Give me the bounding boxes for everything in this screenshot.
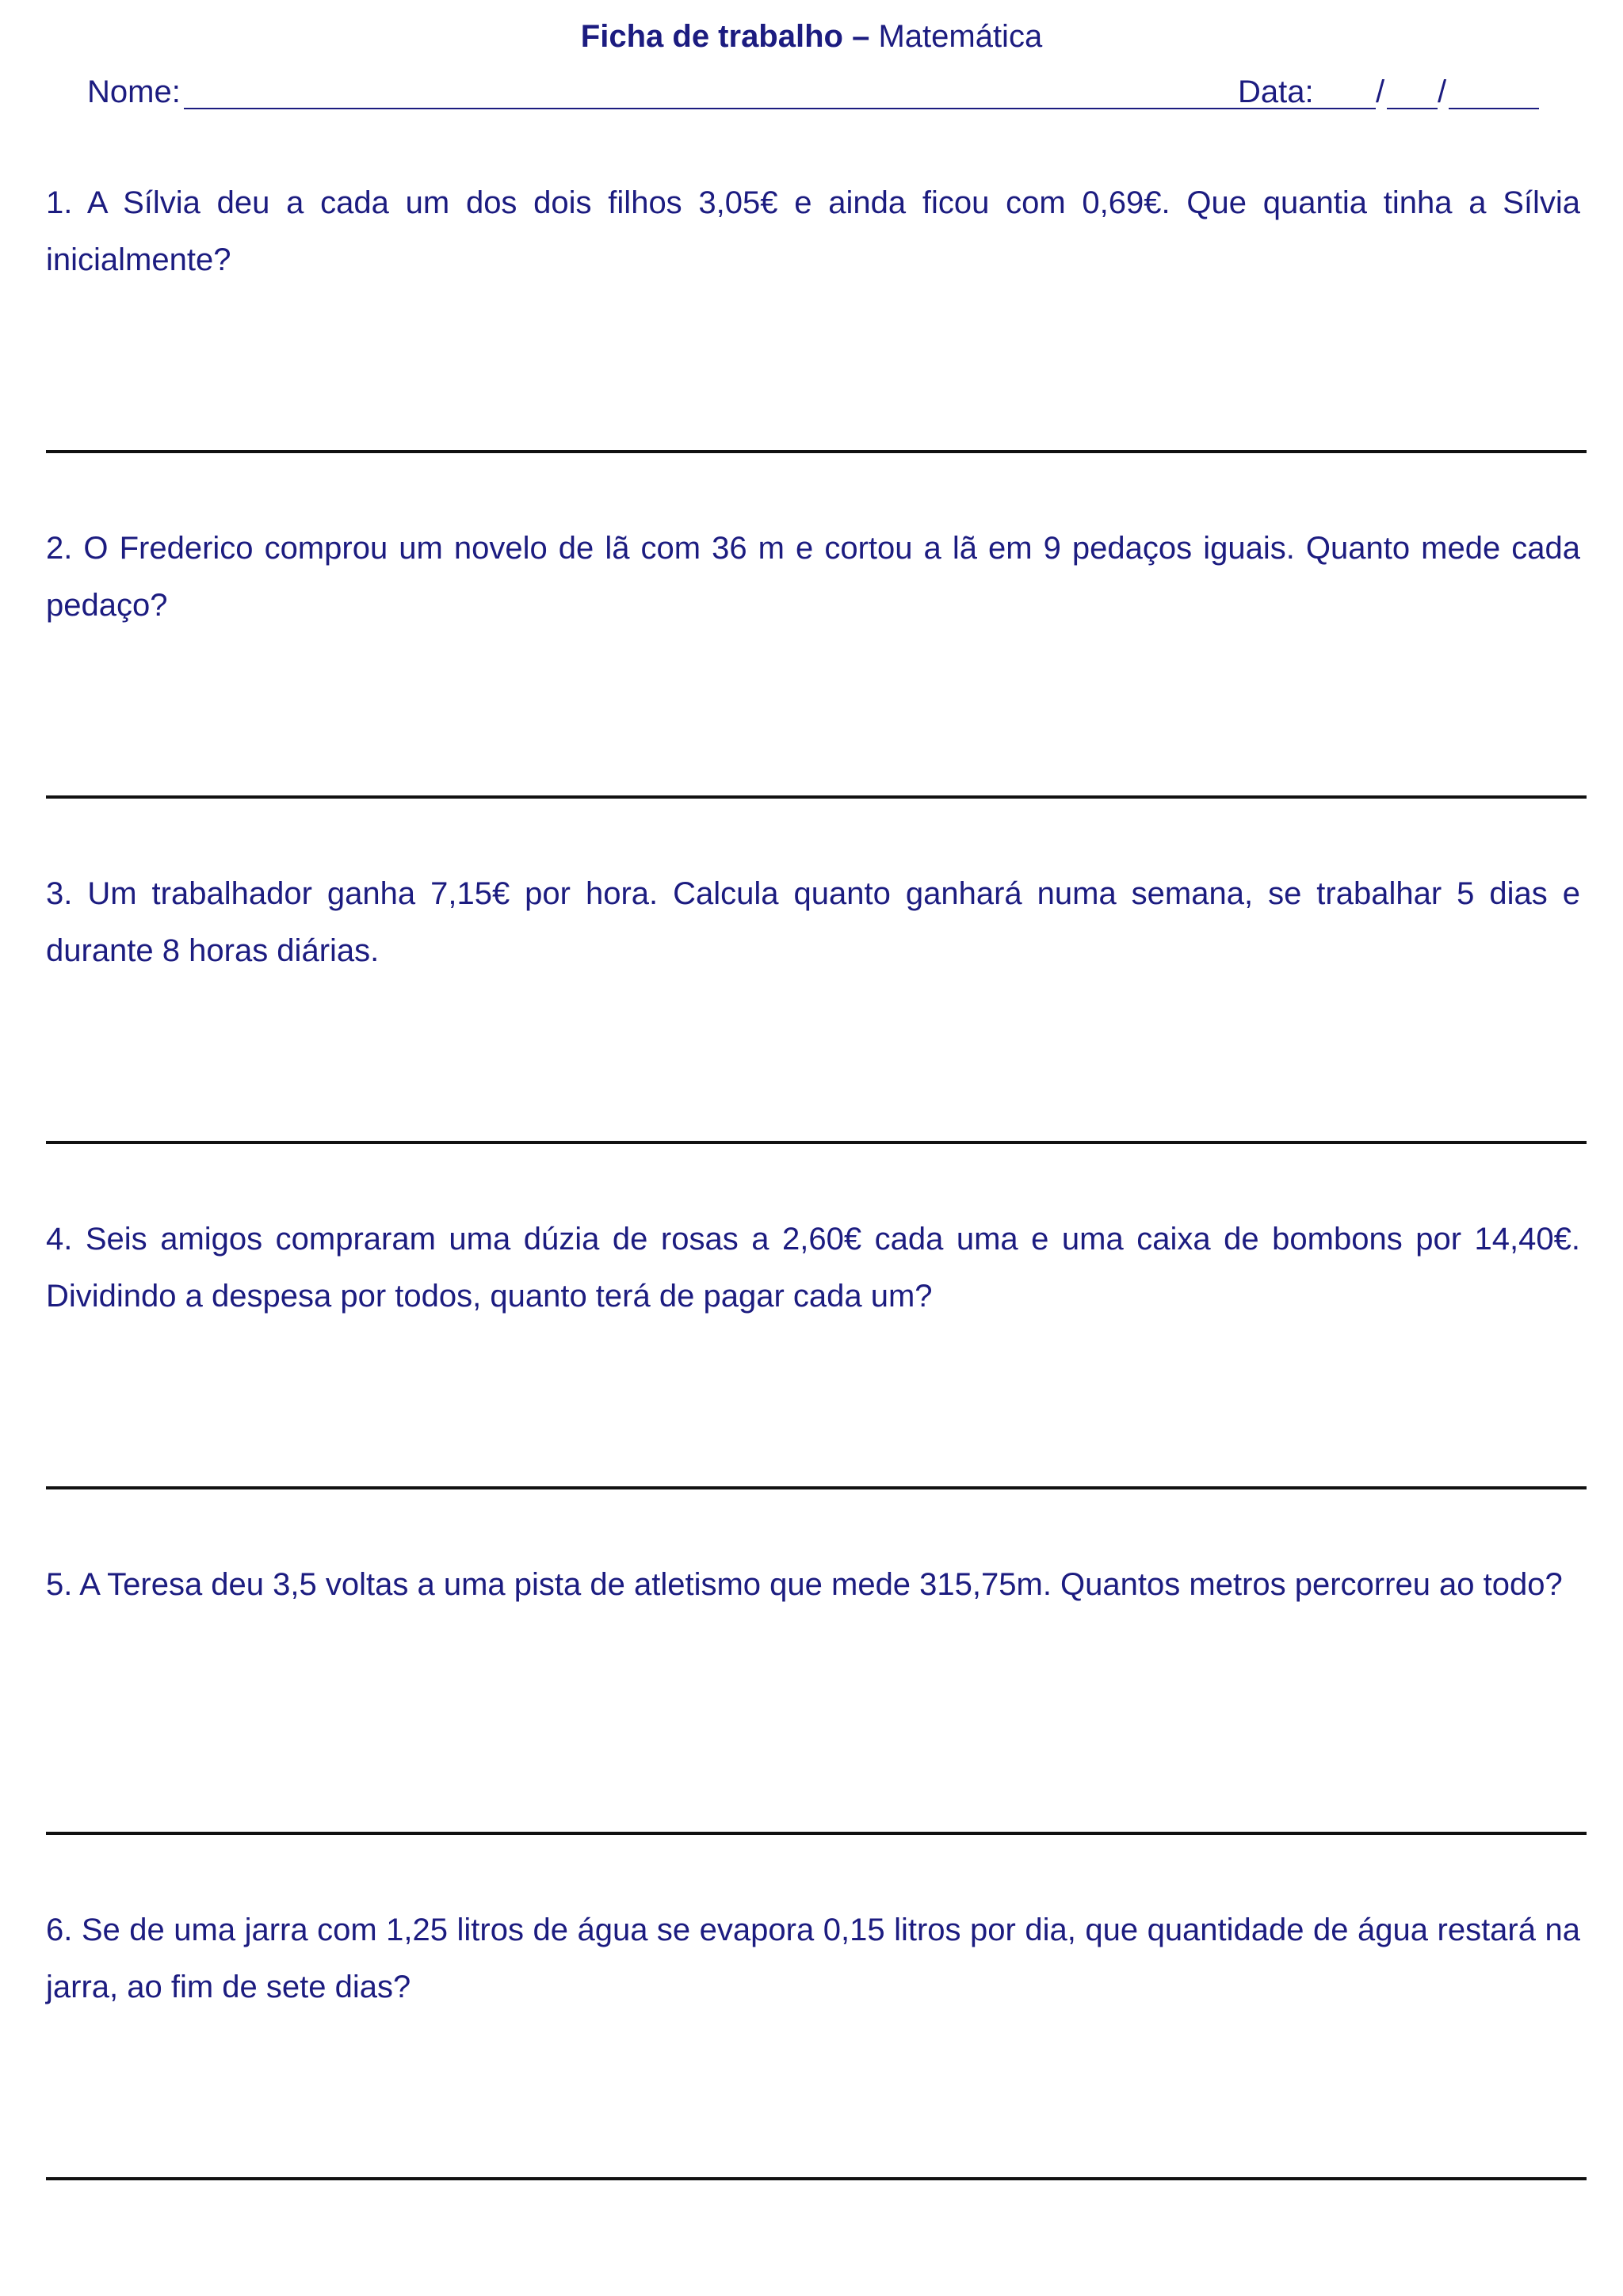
question-text: 4. Seis amigos compraram uma dúzia de rosas a 2,60€ cada uma e uma caixa de bombons por 14,40€. Dividindo a despesa por todos, quanto terá de pagar cada um? [46,1222,1580,1314]
question-text: 2. O Frederico comprou um novelo de lã com 36 m e cortou a lã em 9 pedaços iguais. Quanto mede cada pedaço? [46,531,1580,623]
answer-line-2 [46,795,1587,799]
date-separator-1: / [1376,74,1385,109]
name-field-blank[interactable] [184,108,1325,109]
question-1 [46,174,1580,288]
question-text: 5. A Teresa deu 3,5 voltas a uma pista de atletismo que mede 315,75m. Quantos metros percorreu ao todo? [46,1567,1563,1602]
answer-line-4 [46,1486,1587,1489]
date-month-blank[interactable] [1387,108,1438,109]
question-5 [46,1556,1580,1613]
question-text: 3. Um trabalhador ganha 7,15€ por hora. Calcula quanto ganhará numa semana, se trabalhar 5 dias e durante 8 horas diárias. [46,876,1580,968]
answer-line-5 [46,1832,1587,1835]
date-day-blank[interactable] [1323,108,1376,109]
student-info-row [87,70,1545,114]
question-text: 6. Se de uma jarra com 1,25 litros de água se evapora 0,15 litros por dia, que quantidade de água restará na jarra, ao fim de sete dias? [46,1913,1580,2004]
answer-line-1 [46,450,1587,453]
question-2 [46,520,1580,634]
date-year-blank[interactable] [1449,108,1539,109]
page-title [0,14,1623,59]
question-6 [46,1901,1580,2016]
title-subject: Matemática [878,19,1043,54]
answer-line-3 [46,1141,1587,1144]
answer-line-6 [46,2177,1587,2180]
question-text: 1. A Sílvia deu a cada um dos dois filhos 3,05€ e ainda ficou com 0,69€. Que quantia tinha a Sílvia inicialmente? [46,185,1580,277]
date-label: Data: [1238,74,1314,109]
name-label: Nome: [87,74,181,109]
question-3 [46,865,1580,979]
date-separator-2: / [1438,74,1447,109]
title-bold-part: Ficha de trabalho – [580,19,870,54]
question-4 [46,1211,1580,1325]
